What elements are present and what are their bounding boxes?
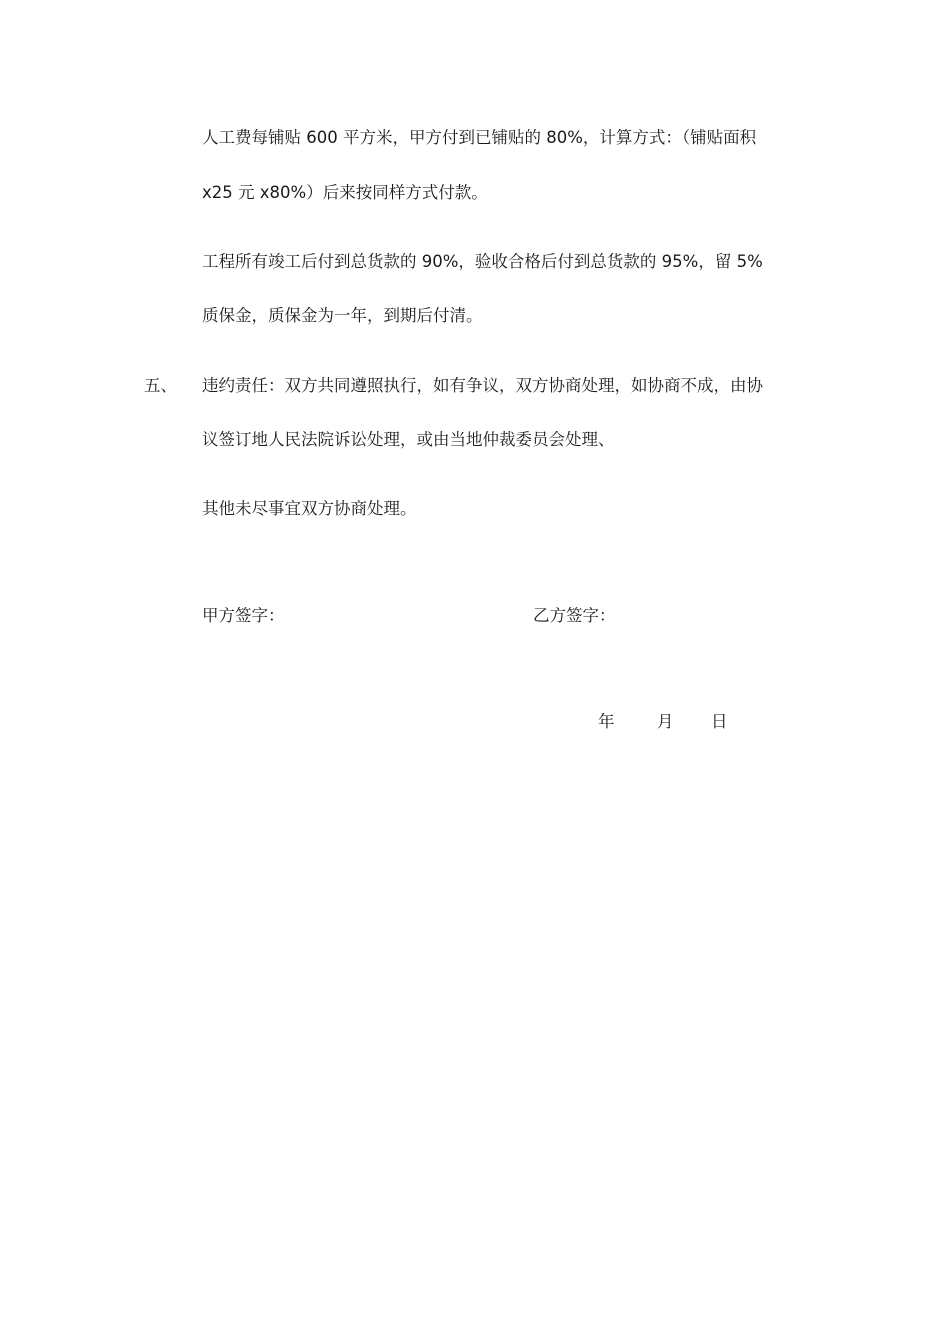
section-number: 五、 xyxy=(144,376,177,395)
party-b-signature-label: 乙方签字： xyxy=(533,606,616,625)
other-matters-line: 其他未尽事宜双方协商处理。 xyxy=(202,499,417,518)
party-a-signature-label: 甲方签字： xyxy=(202,606,285,625)
completion-payment-line-1: 工程所有竣工后付到总货款的 90%，验收合格后付到总货款的 95%，留 5% xyxy=(202,252,763,271)
date-year-label: 年 xyxy=(598,712,615,731)
labor-payment-line-1: 人工费每铺贴 600 平方米，甲方付到已铺贴的 80%，计算方式：（铺贴面积 xyxy=(202,128,757,147)
liability-line-2: 议签订地人民法院诉讼处理，或由当地仲裁委员会处理、 xyxy=(202,430,615,449)
liability-line-1: 违约责任：双方共同遵照执行，如有争议，双方协商处理，如协商不成，由协 xyxy=(202,376,763,395)
date-month-label: 月 xyxy=(657,712,674,731)
completion-payment-line-2: 质保金，质保金为一年，到期后付清。 xyxy=(202,306,483,325)
date-day-label: 日 xyxy=(711,712,728,731)
labor-payment-line-2: x25 元 x80%）后来按同样方式付款。 xyxy=(202,183,488,202)
